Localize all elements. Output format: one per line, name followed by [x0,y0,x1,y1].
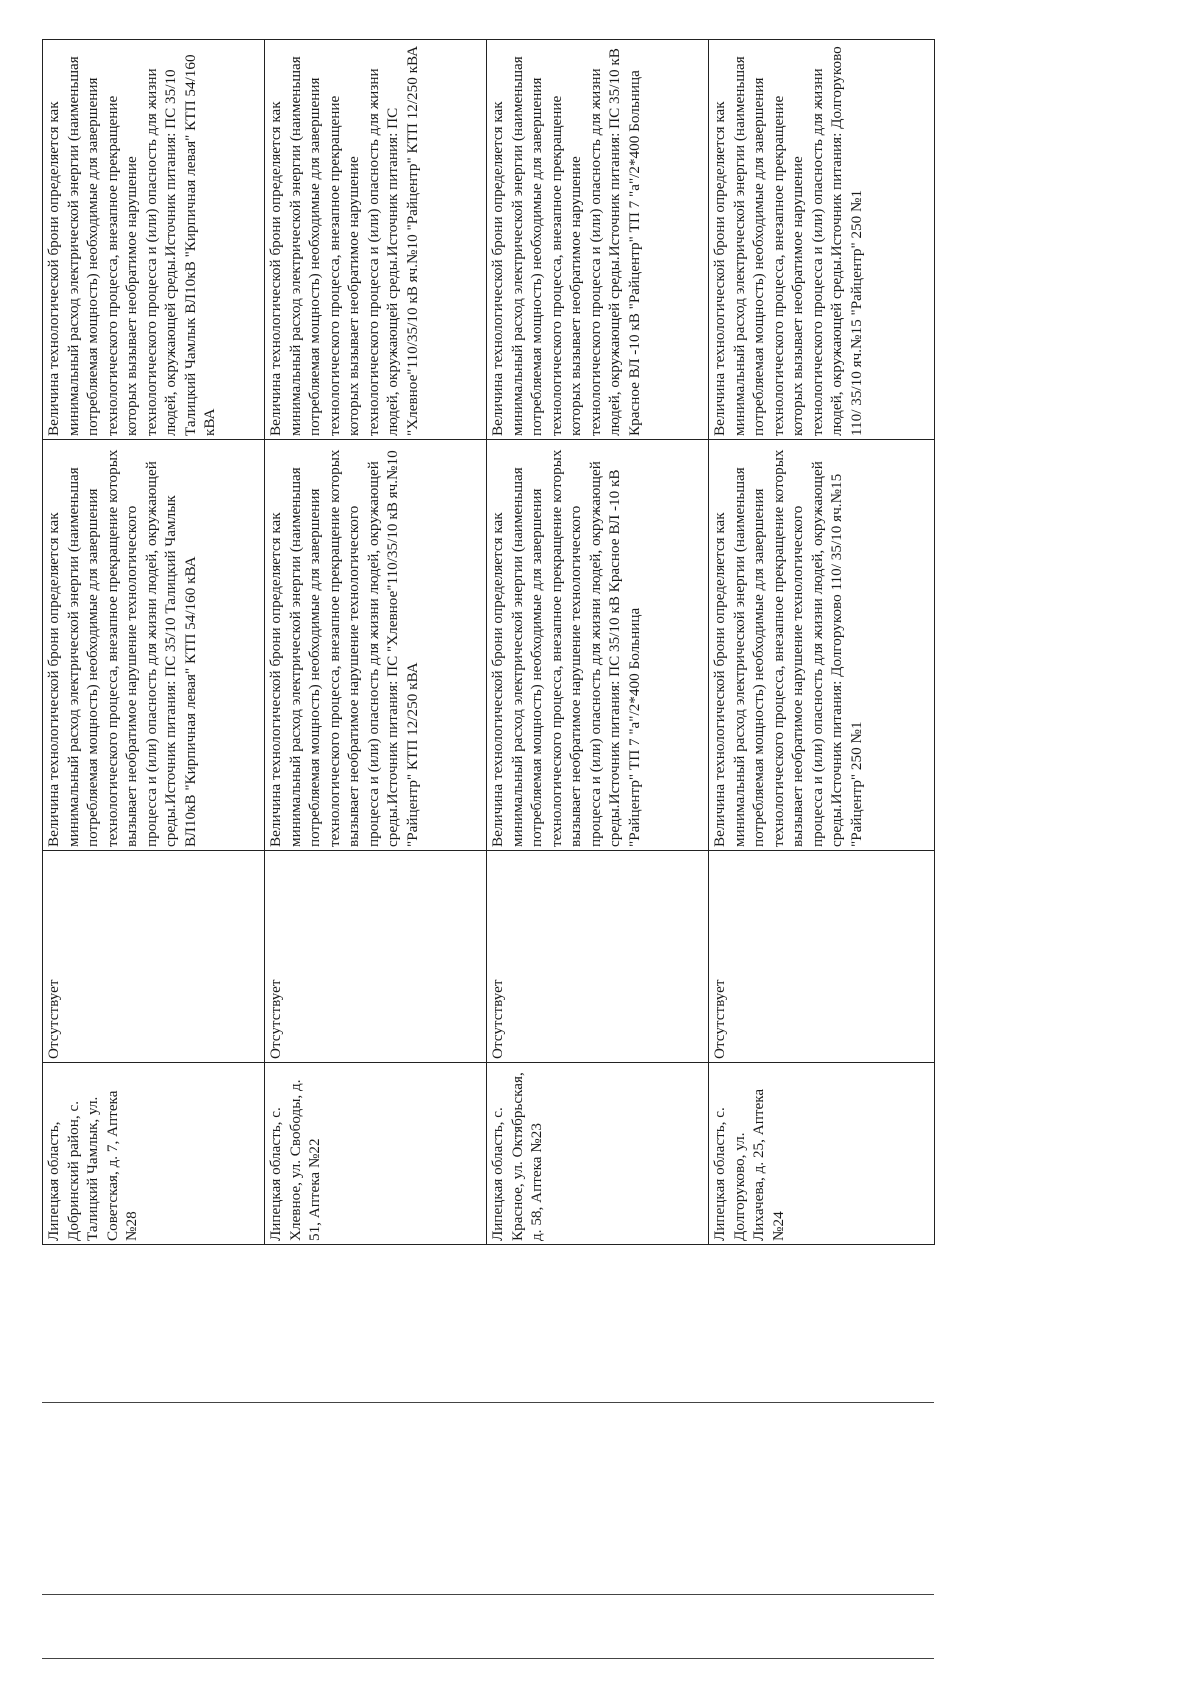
reserve-description-cell: Величина технологической брони определяется как минимальный расход электрической энергии (наименьшая потребляемая мощность) необходимые для завершения технологического процесса, внезапное прекращение которых вызывает необратимое нарушение технологического процесса и (или) опасность для жизни людей, окружающей среды.Источник питания: ПС 35/10 кВ Красное ВЛ -10 кВ "Райцентр" ТП 7 "а"/2*400 Больница [487,440,709,851]
power-reserve-table [42,39,935,1245]
absent-cell: Отсутствует [265,851,487,1063]
reserve-description-cell: Величина технологической брони определяется как минимальный расход электрической энергии (наименьшая потребляемая мощность) необходимые для завершения технологического процесса, внезапное прекращение которых вызывает необратимое нарушение технологического процесса и (или) опасность для жизни людей, окружающей среды.Источник питания: ПС 35/10 Талицкий Чамлык ВЛ10кВ "Кирпичная левая" КТП 54/160 кВА [43,440,265,851]
reserve-description-cell: Величина технологической брони определяется как минимальный расход электрической энергии (наименьшая потребляемая мощность) необходимые для завершения технологического процесса, внезапное прекращение которых вызывает необратимое нарушение технологического процесса и (или) опасность для жизни людей, окружающей среды.Источник питания: Долгоруково 110/ 35/10 яч.№15 "Райцентр" 250 №1 [709,40,935,440]
table-row [487,40,709,1245]
table-row [43,40,265,1245]
address-cell: Липецкая область, с. Хлевное, ул. Свободы, д. 51, Аптека №22 [265,1063,487,1245]
absent-cell: Отсутствует [709,851,935,1063]
rule-line [42,1594,934,1595]
reserve-description-cell: Величина технологической брони определяется как минимальный расход электрической энергии (наименьшая потребляемая мощность) необходимые для завершения технологического процесса, внезапное прекращение которых вызывает необратимое нарушение технологического процесса и (или) опасность для жизни людей, окружающей среды.Источник питания: Долгоруково 110/ 35/10 яч.№15 "Райцентр" 250 №1 [709,440,935,851]
rule-line [42,1658,934,1659]
rule-line [42,1402,934,1403]
address-cell: Липецкая область, с. Долгоруково, ул. Лихачева, д. 25, Аптека №24 [709,1063,935,1245]
reserve-description-cell: Величина технологической брони определяется как минимальный расход электрической энергии (наименьшая потребляемая мощность) необходимые для завершения технологического процесса, внезапное прекращение которых вызывает необратимое нарушение технологического процесса и (или) опасность для жизни людей, окружающей среды.Источник питания: ПС 35/10 кВ Красное ВЛ -10 кВ "Райцентр" ТП 7 "а"/2*400 Больница [487,40,709,440]
table-row [265,40,487,1245]
table-row [709,40,935,1245]
reserve-description-cell: Величина технологической брони определяется как минимальный расход электрической энергии (наименьшая потребляемая мощность) необходимые для завершения технологического процесса, внезапное прекращение которых вызывает необратимое нарушение технологического процесса и (или) опасность для жизни людей, окружающей среды.Источник питания: ПС 35/10 Талицкий Чамлык ВЛ10кВ "Кирпичная левая" КТП 54/160 кВА [43,40,265,440]
absent-cell: Отсутствует [487,851,709,1063]
absent-cell: Отсутствует [43,851,265,1063]
address-cell: Липецкая область, Добринский район, с. Талицкий Чамлык, ул. Советская, д. 7, Аптека №28 [43,1063,265,1245]
address-cell: Липецкая область, с. Красное, ул. Октябрьская, д. 58, Аптека №23 [487,1063,709,1245]
reserve-description-cell: Величина технологической брони определяется как минимальный расход электрической энергии (наименьшая потребляемая мощность) необходимые для завершения технологического процесса, внезапное прекращение которых вызывает необратимое нарушение технологического процесса и (или) опасность для жизни людей, окружающей среды.Источник питания: ПС "Хлевное"110/35/10 кВ яч.№10 "Райцентр" КТП 12/250 кВА [265,440,487,851]
reserve-description-cell: Величина технологической брони определяется как минимальный расход электрической энергии (наименьшая потребляемая мощность) необходимые для завершения технологического процесса, внезапное прекращение которых вызывает необратимое нарушение технологического процесса и (или) опасность для жизни людей, окружающей среды.Источник питания: ПС "Хлевное"110/35/10 кВ яч.№10 "Райцентр" КТП 12/250 кВА [265,40,487,440]
